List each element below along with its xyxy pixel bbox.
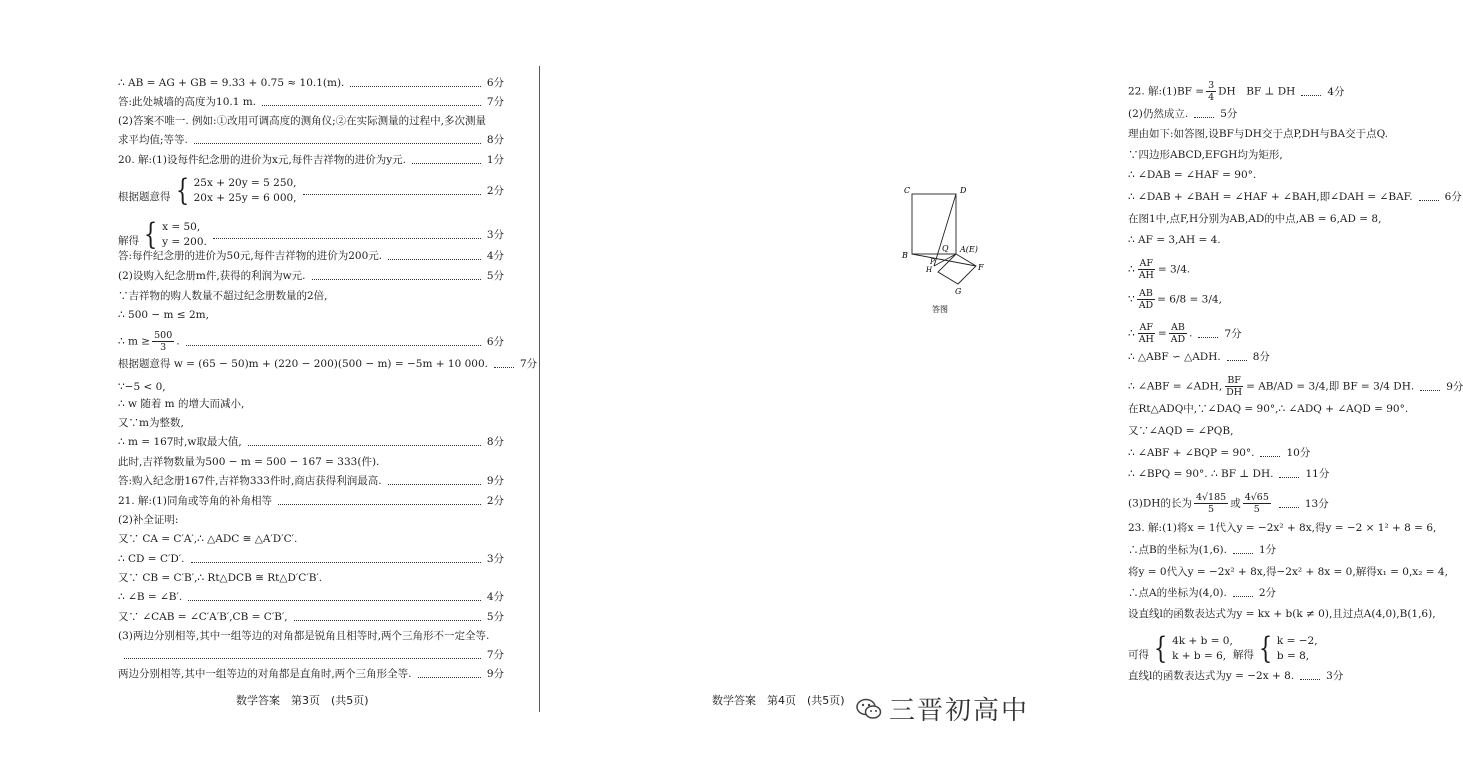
line-text: 此时,吉祥物数量为500 − m = 500 − 167 = 333(件). — [118, 456, 380, 468]
fraction: $\frac{AB}{AD}$ — [1138, 288, 1154, 311]
equation-system: { 4k + b = 0, k + b = 6, — [1153, 631, 1233, 666]
leader-dots — [1194, 110, 1214, 118]
line-text: ∴ ∠DAB = ∠HAF = 90°. — [1128, 169, 1257, 181]
rect-efgh — [938, 254, 976, 284]
line-text: 直线l的函数表达式为y = −2x + 8. — [1128, 670, 1295, 682]
line-text: ∴ $\frac{AF}{AH}$ = 3/4. — [1128, 258, 1191, 281]
line-text: ∴ ∠ABF = ∠ADH, $\frac{BF}{DH}$ = AB/AD = 3/4,即 BF = 3/4 DH. — [1128, 375, 1415, 398]
score-mark: 1分 — [1258, 544, 1277, 556]
line-text: 两边分别相等,其中一组等边的对角都是直角时,两个三角形全等. — [118, 668, 412, 680]
line-text: ∴点B的坐标为(1,6). — [1128, 544, 1227, 556]
label-c: C — [904, 186, 911, 195]
fraction: $\frac{BF}{DH}$ — [1226, 375, 1243, 398]
equation-system: { x = 50, y = 200. — [143, 217, 207, 252]
label-a: A(E) — [960, 245, 978, 254]
line-text: ∵吉祥物的购人数量不超过纪念册数量的2倍, — [118, 290, 328, 302]
line-text: 答:每件纪念册的进价为50元,每件吉祥物的进价为200元. — [118, 250, 383, 262]
left-line-20 — [118, 513, 504, 527]
score-mark: 3分 — [486, 229, 504, 241]
figure-caption: 答图 — [932, 305, 948, 314]
left-page — [0, 0, 540, 758]
leader-dots — [194, 136, 481, 144]
left-line-13 — [118, 380, 504, 394]
leader-dots — [124, 651, 481, 659]
equation-system: { k = −2, b = 8, — [1258, 631, 1318, 666]
score-mark: 7分 — [486, 96, 504, 108]
leader-dots — [1260, 449, 1280, 457]
left-line-21 — [118, 532, 504, 546]
score-mark: 9分 — [486, 668, 504, 680]
line-text: (2)设购入纪念册m件,获得的利润为w元. — [118, 270, 306, 282]
line-text: ∴ AB = AG + GB = 9.33 + 0.75 ≈ 10.1(m). — [118, 77, 345, 89]
score-mark: 7分 — [520, 358, 538, 370]
score-mark: 4分 — [486, 250, 504, 262]
left-line-22 — [118, 552, 504, 566]
leader-dots — [1279, 500, 1299, 508]
score-mark: 13分 — [1304, 497, 1329, 510]
left-line-27 — [118, 648, 504, 662]
label-q: Q — [942, 244, 949, 253]
score-mark: 4分 — [1327, 85, 1345, 98]
leader-dots — [213, 231, 481, 239]
leader-dots — [494, 360, 514, 368]
line-text: (2)答案不唯一. 例如:①改用可调高度的测角仪;②在实际测量的过程中,多次测量 — [118, 115, 486, 127]
left-line-4 — [118, 153, 504, 167]
line-text: ∴ ∠ABF + ∠BQP = 90°. — [1128, 447, 1255, 459]
leader-dots — [278, 497, 481, 505]
line-text: 答:购入纪念册167件,吉祥物333件时,商店获得利润最高. — [118, 475, 382, 487]
left-line-26 — [118, 629, 504, 643]
line-text: 理由如下:如答图,设BF与DH交于点P,DH与BA交于点Q. — [1128, 128, 1389, 140]
leader-dots — [248, 438, 481, 446]
line-dh — [934, 194, 956, 266]
line-text: 解得 { x = 50, y = 200. — [118, 217, 207, 252]
left-line-2 — [118, 114, 504, 128]
left-line-8 — [118, 269, 504, 283]
line-text: ∵ $\frac{AB}{AD}$ = 6/8 = 3/4, — [1128, 288, 1222, 311]
score-mark: 11分 — [1305, 468, 1330, 480]
left-line-6 — [118, 217, 504, 252]
line-text: 又∵ CB = C′B′,∴ Rt△DCB ≅ Rt△D′C′B′. — [118, 572, 323, 584]
line-text: 又∵ CA = C′A′,∴ △ADC ≅ △A′D′C′. — [118, 533, 298, 545]
left-line-14 — [118, 397, 504, 411]
fraction: $\frac{AB}{AD}$ — [1170, 322, 1186, 345]
left-line-3 — [118, 133, 504, 147]
leader-dots — [1301, 88, 1321, 96]
label-p: P — [930, 258, 935, 266]
score-mark: 3分 — [486, 553, 504, 565]
score-mark: 3分 — [1326, 670, 1344, 682]
left-line-11 — [118, 330, 504, 353]
line-text: 在图1中,点F,H分别为AB,AD的中点,AB = 6,AD = 8, — [1128, 213, 1382, 225]
line-text: (2)仍然成立. — [1128, 108, 1189, 120]
line-text: 将y = 0代入y = −2x² + 8x,得−2x² + 8x = 0,解得x₁ = 0,x₂ = 4, — [1128, 566, 1448, 578]
line-text: ∴ w 随着 m 的增大而减小, — [118, 398, 245, 410]
line-text: ∴ 500 − m ≤ 2m, — [118, 309, 209, 321]
left-line-0 — [118, 76, 504, 90]
score-mark: 5分 — [486, 611, 504, 623]
score-mark: 9分 — [1446, 380, 1463, 393]
score-mark: 6分 — [486, 335, 504, 348]
leader-dots — [191, 555, 481, 563]
line-text: ∵−5 < 0, — [118, 381, 166, 393]
leader-dots — [1227, 353, 1247, 361]
label-d: D — [960, 186, 967, 195]
leader-dots — [388, 252, 481, 260]
leader-dots — [1420, 383, 1440, 391]
leader-dots — [1279, 470, 1299, 478]
score-mark: 9分 — [486, 475, 504, 487]
watermark-text: 三晋初高中 — [889, 696, 1030, 726]
left-line-19 — [118, 494, 504, 508]
line-text: (3)DH的长为 $\frac{4√185}{5}$ 或 $\frac{4√65}{5}$ — [1128, 492, 1269, 515]
leader-dots — [1419, 193, 1439, 201]
score-mark: 5分 — [1220, 108, 1238, 120]
line-text: 21. 解:(1)同角或等角的补角相等 — [118, 495, 272, 507]
left-line-5 — [118, 173, 504, 208]
line-text: ∴点A的坐标为(4,0). — [1128, 587, 1227, 599]
score-mark: 7分 — [486, 649, 504, 661]
left-line-23 — [118, 571, 504, 585]
right-page — [540, 0, 1463, 758]
leader-dots — [1300, 672, 1320, 680]
left-line-10 — [118, 308, 504, 322]
left-footer: 数学答案 第3页 (共5页) — [236, 694, 369, 707]
line-text: ∴ △ABF ∽ △ADH. — [1128, 351, 1221, 363]
fraction: $\frac{AF}{AH}$ — [1138, 258, 1154, 281]
line-text: 在Rt△ADQ中,∵∠DAQ = 90°,∴ ∠ADQ + ∠AQD = 90°. — [1128, 403, 1409, 415]
leader-dots — [188, 593, 481, 601]
score-mark: 8分 — [486, 436, 504, 448]
watermark — [855, 690, 1029, 727]
score-mark: 6分 — [1444, 191, 1462, 203]
label-h: H — [926, 266, 933, 274]
equation-system: { 25x + 20y = 5 250, 20x + 25y = 6 000, — [175, 173, 297, 208]
leader-dots — [1233, 546, 1253, 554]
leader-dots — [412, 156, 481, 164]
leader-dots — [1233, 589, 1253, 597]
line-text: 根据题意得 { 25x + 20y = 5 250, 20x + 25y = 6 000, — [118, 173, 297, 208]
left-line-7 — [118, 249, 504, 263]
label-f: F — [978, 263, 984, 272]
leader-dots — [350, 79, 480, 87]
label-b: B — [902, 251, 908, 260]
left-line-12 — [118, 357, 538, 371]
line-text: 又∵m为整数, — [118, 417, 184, 429]
line-text: 根据题意得 w = (65 − 50)m + (220 − 200)(500 − m) = −5m + 10 000. — [118, 358, 488, 370]
left-line-24 — [118, 590, 504, 604]
fraction: $\frac{4√185}{5}$ — [1195, 492, 1227, 515]
score-mark: 2分 — [486, 185, 504, 197]
line-text: 23. 解:(1)将x = 1代入y = −2x² + 8x,得y = −2 × 1² + 8 = 6, — [1128, 522, 1437, 534]
score-mark: 8分 — [1252, 351, 1270, 363]
line-text: ∴ ∠BPQ = 90°. ∴ BF ⊥ DH. — [1128, 468, 1274, 480]
line-text: ∵四边形ABCD,EFGH均为矩形, — [1128, 149, 1283, 161]
left-line-16 — [118, 435, 504, 449]
fraction: $\frac{AF}{AH}$ — [1138, 322, 1154, 345]
line-text: 20. 解:(1)设每件纪念册的进价为x元,每件吉祥物的进价为y元. — [118, 154, 406, 166]
line-text: ∴ CD = C′D′. — [118, 553, 185, 565]
leader-dots — [294, 613, 481, 621]
leader-dots — [303, 187, 481, 195]
leader-dots — [262, 98, 481, 106]
label-g: G — [955, 287, 962, 296]
wechat-icon — [855, 697, 883, 721]
fraction: $\frac{4√65}{5}$ — [1244, 492, 1269, 515]
score-mark: 4分 — [486, 591, 504, 603]
line-text: ∴ m ≥ $\frac{500}{3}$ . — [118, 330, 180, 353]
score-mark: 2分 — [486, 495, 504, 507]
line-text: 答:此处城墙的高度为10.1 m. — [118, 96, 257, 108]
fraction: $\frac{500}{3}$ — [154, 330, 173, 353]
answer-figure — [898, 180, 1002, 320]
line-text: ∴ AF = 3,AH = 4. — [1128, 234, 1221, 246]
line-text: ∴ ∠B = ∠B′. — [118, 591, 183, 603]
line-text: (2)补全证明: — [118, 514, 179, 526]
leader-dots — [186, 338, 481, 346]
score-mark: 7分 — [1224, 327, 1242, 340]
leader-dots — [312, 272, 481, 280]
left-line-25 — [118, 610, 504, 624]
leader-dots — [388, 477, 481, 485]
right-footer: 数学答案 第4页 (共5页) — [712, 694, 845, 707]
line-text: ∴ m = 167时,w取最大值, — [118, 436, 242, 448]
left-line-17 — [118, 455, 504, 469]
score-mark: 8分 — [486, 134, 504, 146]
left-line-28 — [118, 667, 504, 681]
line-text: 22. 解:(1)BF = $\frac{3}{4}$ DH BF ⊥ DH — [1128, 80, 1296, 103]
rect-abcd — [912, 194, 956, 254]
score-mark: 10分 — [1286, 447, 1311, 459]
line-text: 又∵ ∠CAB = ∠C′A′B′,CB = C′B′, — [118, 611, 288, 623]
left-line-1 — [118, 95, 504, 109]
line-text: 求平均值;等等. — [118, 134, 188, 146]
leader-dots — [1198, 330, 1218, 338]
fraction: $\frac{3}{4}$ — [1208, 80, 1215, 103]
line-text: ∴ $\frac{AF}{AH}$ = $\frac{AB}{AD}$ . — [1128, 322, 1193, 345]
left-line-15 — [118, 416, 504, 430]
score-mark: 2分 — [1258, 587, 1276, 599]
score-mark: 6分 — [486, 77, 504, 89]
score-mark: 5分 — [486, 270, 504, 282]
line-text: ∴ ∠DAB + ∠BAH = ∠HAF + ∠BAH,即∠DAH = ∠BAF. — [1128, 191, 1413, 203]
leader-dots — [418, 670, 481, 678]
score-mark: 1分 — [486, 154, 504, 166]
left-line-18 — [118, 474, 504, 488]
line-text: 设直线l的函数表达式为y = kx + b(k ≠ 0),且过点A(4,0),B(1,6), — [1128, 608, 1436, 620]
line-text: (3)两边分别相等,其中一组等边的对角都是锐角且相等时,两个三角形不一定全等. — [118, 630, 490, 642]
line-text: 又∵∠AQD = ∠PQB, — [1128, 425, 1234, 437]
left-line-9 — [118, 289, 504, 303]
line-text: 可得 { 4k + b = 0, k + b = 6, 解得 { k = −2, b = 8, — [1128, 631, 1318, 666]
